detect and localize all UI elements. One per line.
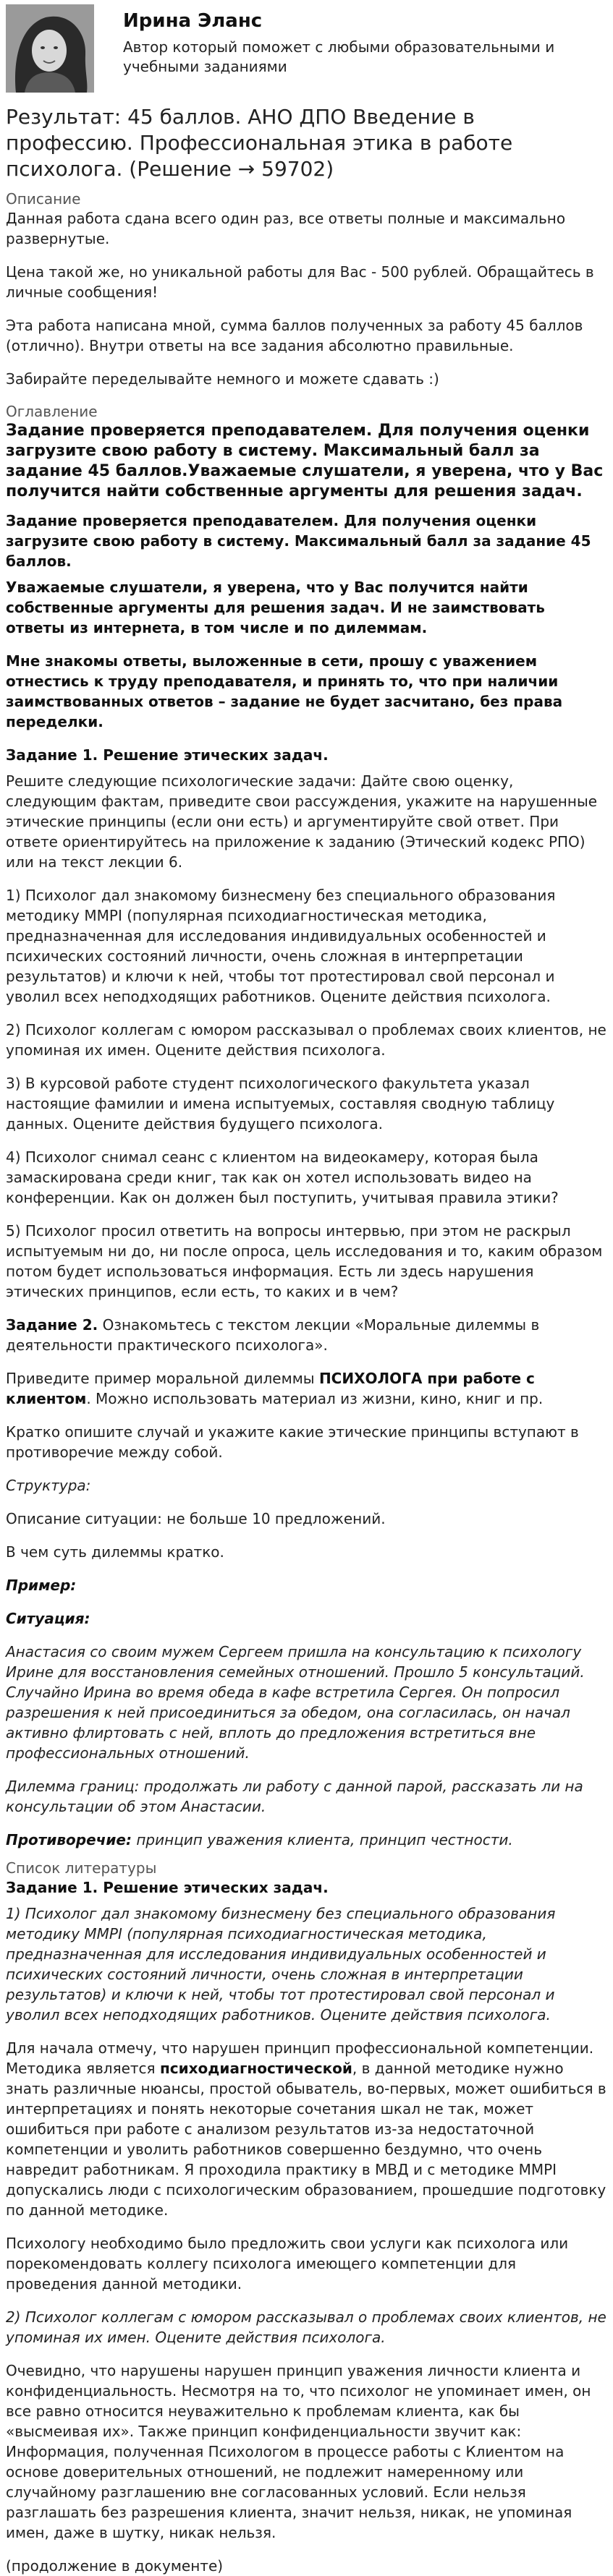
task1-intro: Решите следующие психологические задачи: Дайте свою оценку, следующим фактам, приведите свои рассуждения, укажите на нарушенные этические принципы (если они есть) и аргументируйте свой ответ. При ответе ориентируйтесь на приложение к заданию (Этический кодекс РПО) или на текст лекции 6.: [6, 772, 598, 871]
toc-heading: Оглавление: [6, 403, 98, 420]
description-paragraph: Данная работа сдана всего один раз, все ответы полные и максимально развернутые.: [6, 210, 566, 247]
structure-label: Структура:: [6, 1477, 91, 1494]
situation-text: Анастасия со своим мужем Сергеем пришла на консультацию к психологу Ирине для восстановления семейных отношений. Прошло 5 консультаций. Случайно Ирина во время обеда в кафе встретила Сергея. Он попросил разрешения к ней присоединиться за обедом, она согласилась, он начал активно флиртовать с ней, вплоть до предложения встретиться вне профессиональных отношений.: [6, 1643, 585, 1762]
description-paragraph: Забирайте переделывайте немного и можете сдавать :): [6, 370, 439, 388]
answer-1-text: Для начала отмечу, что нарушен принцип профессиональной компетенции. Методика является: [6, 2039, 594, 2077]
continued-note: (продолжение в документе): [6, 2557, 224, 2575]
task2-instruction-bold: ПСИХОЛОГА при работе с клиентом: [6, 1370, 535, 1407]
answer-1-recommendation: Психологу необходимо было предложить свои услуги как психолога или порекомендовать коллегу психолога имеющего компетенции для проведения данной методики.: [6, 2235, 569, 2293]
literature-heading: Список литературы: [6, 1859, 157, 1877]
author-name[interactable]: Ирина Эланс: [123, 10, 263, 32]
main-content: [0, 104, 613, 2576]
question-3: 3) В курсовой работе студент психологического факультета указал настоящие фамилии и имена испытуемых, составляя сводную таблицу данных. Оцените действия будущего психолога.: [6, 1075, 555, 1133]
toc-bold-paragraph: Уважаемые слушатели, я уверена, что у Вас получится найти собственные аргументы для решения задач. И не заимствовать ответы из интернета, в том числе и по дилеммам.: [6, 579, 545, 636]
author-info: [123, 4, 607, 77]
task2-text: Ознакомьтесь с текстом лекции «Моральные дилеммы в деятельности практического психолога».: [6, 1316, 540, 1354]
literature-question-1: 1) Психолог дал знакомому бизнесмену без специального образования методику MMPI (популярная психодиагностическая методика, предназначенная для исследования индивидуальных особенностей и психических состояний личности, очень сложная в интерпретации результатов) и ключи к ней, чтобы тот протестировал свой персонал и уволил всех неподходящих работников. Оцените действия психолога.: [6, 1905, 556, 2023]
situation-label: Ситуация:: [6, 1610, 90, 1627]
answer-1-paragraph: [6, 2038, 607, 2220]
answer-1-text: , в данной методике нужно знать различные нюансы, простой обыватель, во-первых, может ошибиться в интерпретациях и понять некоторые сочетания шкал не так, может ошибиться при работе с анализом результатов из-за недостаточной компетенции и уволить работников совершенно бездумно, что очень навредит работникам. Я проходила практику в МВД и с методике MMPI допускались люди с психологическим образованием, прошедшие подготовку по данной методике.: [6, 2060, 606, 2219]
question-1: 1) Психолог дал знакомому бизнесмену без специального образования методику MMPI (популярная психодиагностическая методика, предназначенная для исследования индивидуальных особенностей и психических состояний личности, очень сложная в интерпретации результатов) и ключи к ней, чтобы тот протестировал свой персонал и уволил всех неподходящих работников. Оцените действия психолога.: [6, 887, 556, 1005]
contradiction-text: принцип уважения клиента, принцип честности.: [131, 1831, 513, 1848]
description-heading: Описание: [6, 190, 81, 208]
author-avatar[interactable]: [6, 4, 94, 93]
description-paragraph: Цена такой же, но уникальной работы для Вас - 500 рублей. Обращайтесь в личные сообщения!: [6, 263, 594, 301]
dilemma-text: Дилемма границ: продолжать ли работу с данной парой, рассказать ли на консультации об этом Анастасии.: [6, 1778, 583, 1815]
structure-description: Описание ситуации: не больше 10 предложений.: [6, 1510, 386, 1527]
task1-heading: Задание 1. Решение этических задач.: [6, 746, 329, 764]
task2-instruction-text: Приведите пример моральной дилеммы: [6, 1370, 319, 1387]
author-profile: [0, 0, 613, 94]
question-4: 4) Психолог снимал сеанс с клиентом на видеокамеру, которая была замаскирована среди книг, так как он хотел использовать видео на конференции. Как он должен был поступить, учитывая правила этики?: [6, 1148, 559, 1206]
literature-task1-heading: Задание 1. Решение этических задач.: [6, 1879, 329, 1896]
task2-heading: Задание 2.: [6, 1316, 98, 1334]
task2-instruction-text: . Можно использовать материал из жизни, кино, книг и пр.: [86, 1390, 544, 1407]
literature-question-2: 2) Психолог коллегам с юмором рассказывал о проблемах своих клиентов, не упоминая их имен. Оцените действия психолога.: [6, 2308, 606, 2346]
task2-instruction: [6, 1368, 607, 1409]
toc-bold-paragraph: Задание проверяется преподавателем. Для получения оценки загрузите свою работу в систему. Максимальный балл за задание 45 баллов.: [6, 512, 591, 570]
example-label: Пример:: [6, 1577, 77, 1594]
avatar-image-icon: [6, 4, 94, 93]
answer-2-paragraph: Очевидно, что нарушены нарушен принцип уважения личности клиента и конфиденциальность. Несмотря на то, что психолог не упоминает имен, он все равно относится неуважительно к проблемам клиента, как бы «высмеивая их». Также принцип конфиденциальности звучит как: Информация, полученная Психологом в процессе работы с Клиентом на основе доверительных отношений, не подлежит намеренному или случайному разглашению вне согласованных условий. Если нельзя разглашать без разрешения клиента, значит нельзя, никак, не упоминая имен, даже в шутку, никак нельзя.: [6, 2362, 591, 2541]
literature-section: [6, 1859, 607, 2576]
toc-section: [6, 402, 607, 1850]
task2-describe: Кратко опишите случай и укажите какие этические принципы вступают в противоречие между собой.: [6, 1423, 579, 1461]
question-5: 5) Психолог просил ответить на вопросы интервью, при этом не раскрыл испытуемым ни до, ни после опроса, цель исследования и то, каким образом потом будет использоваться информация. Есть ли здесь нарушения этических принципов, если есть, то каких и в чем?: [6, 1222, 603, 1300]
question-2: 2) Психолог коллегам с юмором рассказывал о проблемах своих клиентов, не упоминая их имен. Оцените действия психолога.: [6, 1021, 606, 1059]
answer-1-bold: психодиагностической: [159, 2060, 352, 2077]
author-description: Автор который поможет с любыми образовательными и учебными заданиями: [123, 38, 555, 75]
contradiction-label: Противоречие:: [6, 1831, 132, 1848]
toc-lead: Задание проверяется преподавателем. Для получения оценки загрузите свою работу в систему. Максимальный балл за задание 45 баллов.Уважаемые слушатели, я уверена, что у Вас получится найти собственные аргументы для решения задач.: [6, 422, 604, 500]
description-section: [6, 189, 607, 389]
structure-essence: В чем суть дилеммы кратко.: [6, 1543, 224, 1561]
page-title: Результат: 45 баллов. АНО ДПО Введение в профессию. Профессиональная этика в работе психолога. (Решение → 59702): [6, 105, 513, 181]
contradiction-paragraph: [6, 1830, 607, 1850]
toc-bold-paragraph: Мне знакомы ответы, выложенные в сети, прошу с уважением отнестись к труду преподавателя, и принять то, что при наличии заимствованных ответов – задание не будет засчитано, без права переделки.: [6, 652, 563, 730]
description-paragraph: Эта работа написана мной, сумма баллов полученных за работу 45 баллов (отлично). Внутри ответы на все задания абсолютно правильные.: [6, 317, 583, 354]
task2-paragraph: [6, 1315, 607, 1355]
